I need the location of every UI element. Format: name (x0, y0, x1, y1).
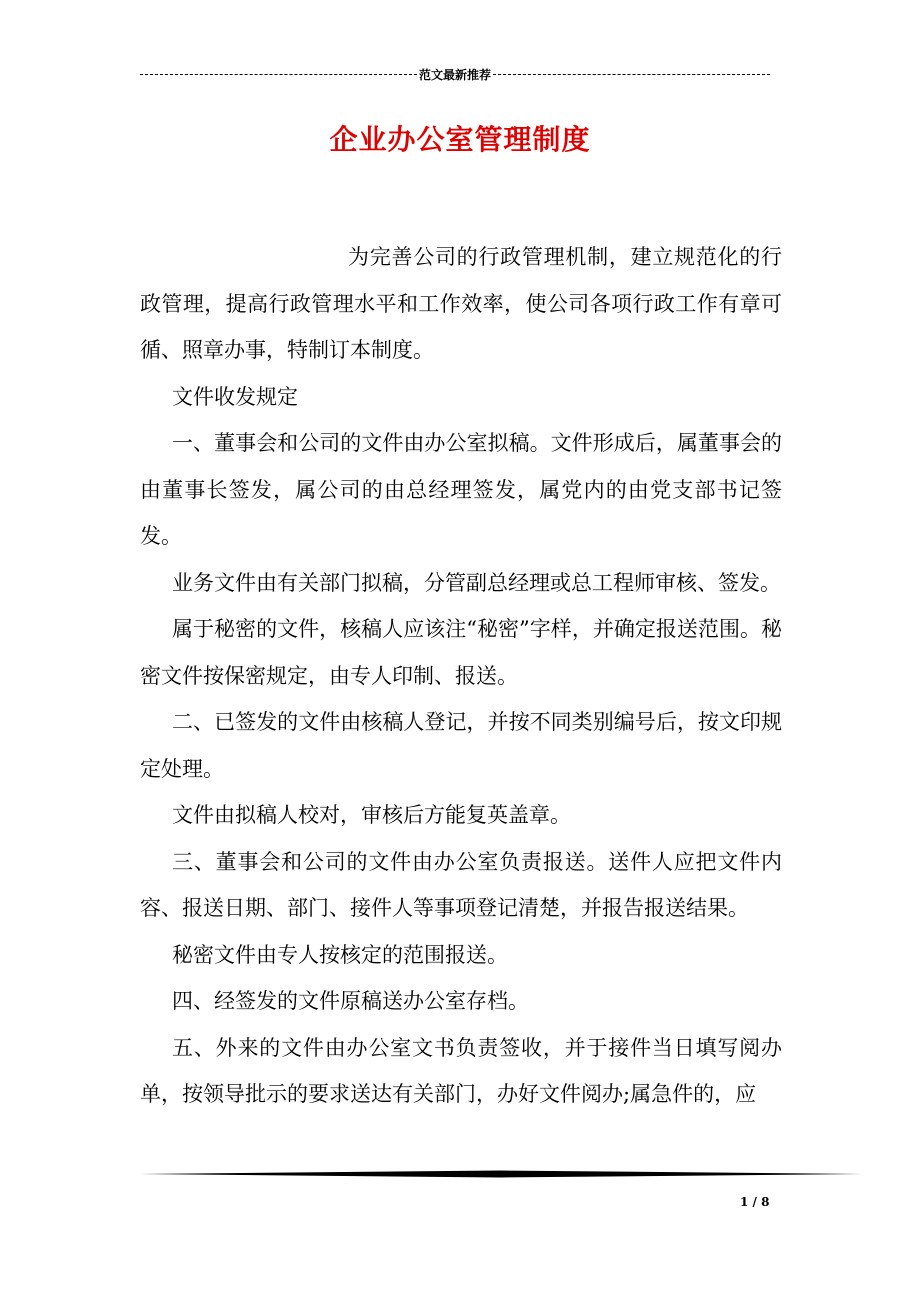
paragraph: 三、董事会和公司的文件由办公室负责报送。送件人应把文件内容、报送日期、部门、接件人等事项登记清楚，并报告报送结果。 (140, 849, 782, 920)
paragraph: 秘密文件由专人按核定的范围报送。 (172, 942, 508, 967)
footer-rule (140, 1170, 862, 1178)
page-number: 1 / 8 (740, 1195, 770, 1209)
header-dashed-rule-left (140, 74, 417, 75)
page-header (140, 64, 770, 84)
paragraph: 二、已签发的文件由核稿人登记，并按不同类别编号后，按文印规定处理。 (140, 710, 782, 781)
paragraph: 业务文件由有关部门拟稿，分管副总经理或总工程师审核、签发。 (172, 570, 781, 595)
document-body (140, 234, 782, 1118)
document-title: 企业办公室管理制度 (329, 123, 591, 156)
paragraph: 五、外来的文件由办公室文书负责签收，并于接件当日填写阅办单，按领导批示的要求送达有关部门，办好文件阅办;属急件的，应 (140, 1035, 782, 1106)
paragraph: 一、董事会和公司的文件由办公室拟稿。文件形成后，属董事会的由董事长签发，属公司的由总经理签发，属党内的由党支部书记签发。 (140, 431, 782, 548)
paragraph: 文件由拟稿人校对，审核后方能复英盖章。 (172, 803, 571, 827)
header-label: 范文最新推荐 (419, 67, 492, 82)
paragraph-intro: 为完善公司的行政管理机制，建立规范化的行政管理，提高行政管理水平和工作效率，使公司各项行政工作有章可循、照章办事，特制订本制度。 (140, 245, 782, 362)
header-dashed-rule-right (493, 74, 770, 75)
paragraph: 属于秘密的文件，核稿人应该注“秘密”字样，并确定报送范围。秘密文件按保密规定，由专人印制、报送。 (140, 617, 782, 688)
section-heading: 文件收发规定 (172, 384, 298, 409)
paragraph: 四、经签发的文件原稿送办公室存档。 (172, 989, 529, 1013)
